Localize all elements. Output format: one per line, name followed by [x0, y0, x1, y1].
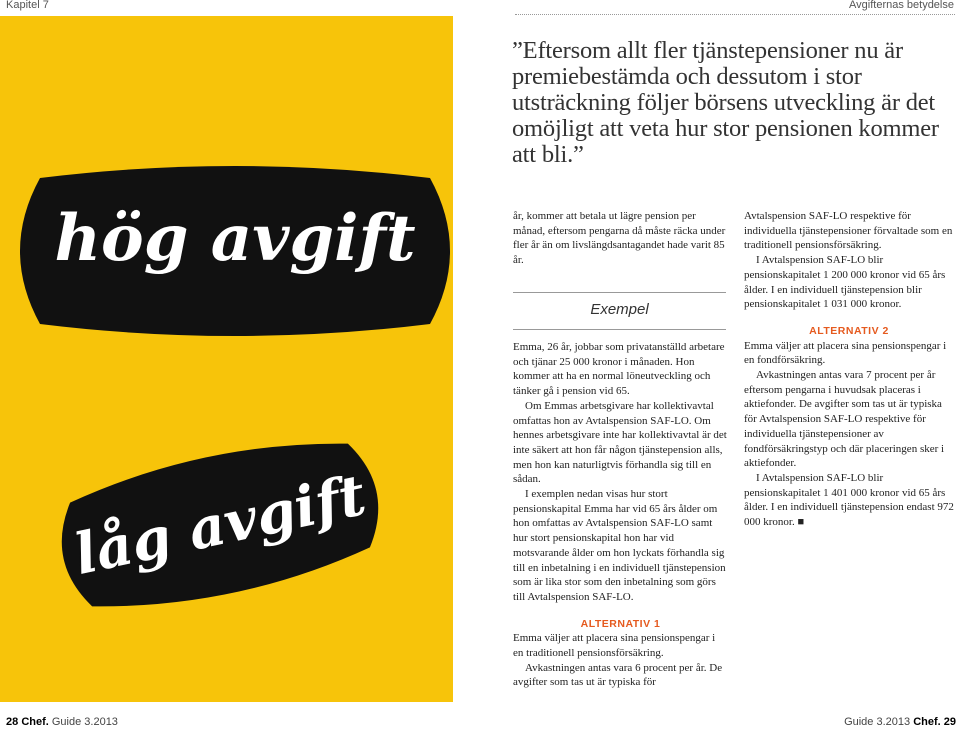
paragraph: Avtalspension SAF-LO respektive för individuella tjänstepensioner förvaltade som en traditionell pensionsförsäkring.: [744, 210, 953, 252]
paragraph: Om Emmas arbetsgivare har kollektivavtal omfattas hon av Avtalspension SAF-LO. Om hennes arbetsgivare inte har kollektivavtal är det inte säkert att hon får någon tjänstepension alls, men hon kan naturligtvis förhandla sig till en sådan.: [513, 399, 727, 486]
low-fee-price-tag: [40, 400, 400, 650]
high-fee-price-tag: [0, 156, 470, 346]
example-title: Exempel: [590, 301, 649, 318]
alternative-2-heading: ALTERNATIV 2: [809, 324, 889, 337]
paragraph: Emma väljer att placera sina pensionspengar i en traditionell pensionsförsäkring.: [513, 632, 716, 660]
page-number-right: 29: [943, 716, 956, 728]
paragraph: år, kommer att betala ut lägre pension per månad, eftersom pengarna då måste räcka under fler år än om livslängdsantagandet hade varit 85 år.: [513, 210, 726, 267]
pull-quote: ”Eftersom allt fler tjänstepensioner nu är premiebestämda och dessutom i stor utsträckning följer börsens utveckling är det omöjligt att veta hur stor pensionen kommer att bli.”: [512, 37, 939, 168]
paragraph: I Avtalspension SAF-LO blir pensionskapitalet 1 401 000 kronor vid 65 års ålder. I en individuell tjänstepension endast 972 000 kronor. ■: [744, 471, 954, 529]
paragraph: I Avtalspension SAF-LO blir pensionskapitalet 1 200 000 kronor vid 65 års ålder. I en individuell tjänstepension blir pensionskapitalet 1 031 000 kronor.: [744, 254, 946, 311]
high-fee-text: hög avgift: [54, 201, 416, 276]
footer-right: [844, 716, 956, 728]
low-fee-text: låg avgift: [68, 462, 372, 588]
paragraph: I exemplen nedan visas hur stort pensionskapital Emma har vid 65 års ålder om hon omfattas av Avtalspension SAF-LO samt hur stort pensionskapital hon har vid motsvarande ålder om hon lyckats förhandla sig till en inbetalning i en individuell tjänstepension som är lika stor som den inbetalning som görs till Avtalspension SAF-LO.: [513, 488, 726, 603]
page-number-left: 28: [6, 716, 19, 728]
chapter-label: Kapitel 7: [6, 0, 49, 11]
text-column-2: [744, 209, 954, 530]
issue-label-right: Guide 3.2013: [844, 716, 911, 728]
magazine-brand-left: Chef.: [21, 716, 49, 728]
example-box: [513, 292, 726, 330]
alternative-1-heading: ALTERNATIV 1: [580, 617, 661, 630]
example-body: [513, 340, 728, 690]
paragraph: Emma väljer att placera sina pensionspengar i en fondförsäkring.: [744, 339, 947, 367]
text-column-1: [513, 209, 728, 268]
issue-label-left: Guide 3.2013: [51, 716, 118, 728]
paragraph: Avkastningen antas vara 6 procent per år. De avgifter som tas ut är typiska för: [513, 661, 723, 689]
paragraph: Emma, 26 år, jobbar som privatanställd arbetare och tjänar 25 000 kronor i månaden. Hon kommer att ha en normal löneutveckling och tänker gå i pension vid 65.: [513, 341, 725, 398]
magazine-brand-right: Chef.: [913, 716, 941, 728]
section-label: Avgifternas betydelse: [849, 0, 954, 11]
header-divider: [515, 14, 955, 15]
footer-left: [6, 716, 118, 728]
paragraph: Avkastningen antas vara 7 procent per år eftersom pengarna i huvudsak placeras i aktiefonder. De avgifter som tas ut är typiska för Avtalspension SAF-LO respektive för individuella tjänstepensioner av fondförsäkringstyp och där placeringen sker i aktiefonder.: [744, 369, 945, 470]
